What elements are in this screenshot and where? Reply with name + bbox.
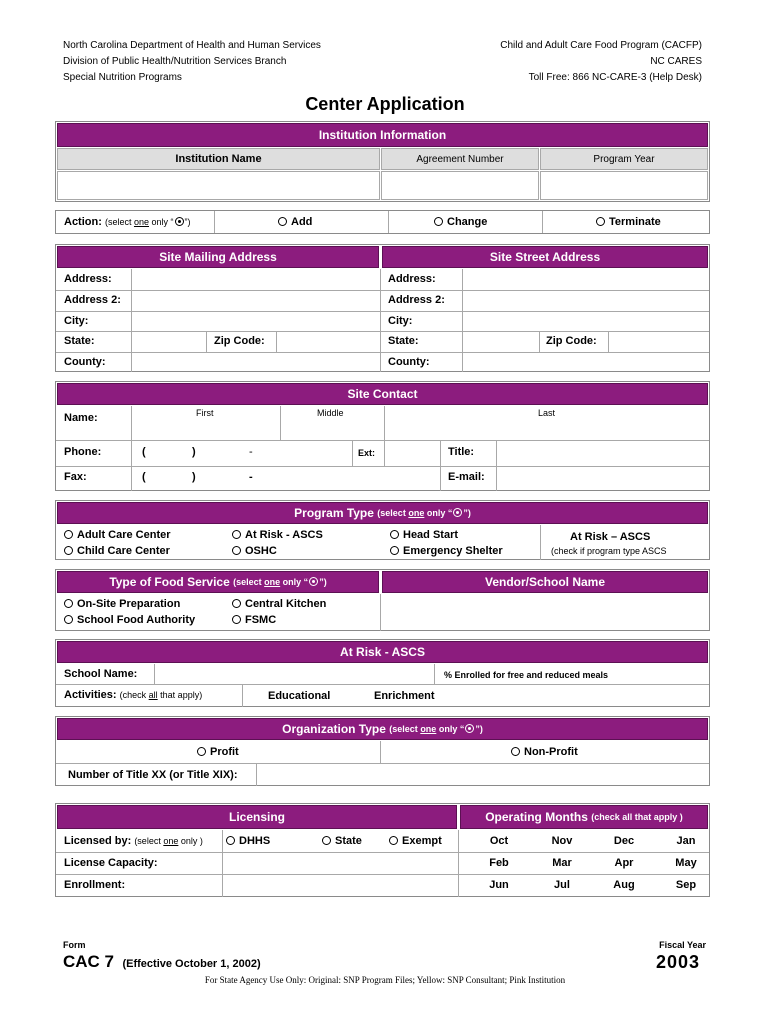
fiscal-year-label: Fiscal Year [659, 940, 706, 950]
street-city-label: City: [388, 315, 413, 327]
at-risk-ascs-title: At Risk – ASCS [570, 531, 651, 543]
first-name-caption: First [196, 408, 214, 418]
school-name-input[interactable] [156, 665, 432, 683]
program-type-section [55, 500, 710, 560]
mailing-state-label: State: [64, 335, 95, 347]
title-xx-label: Number of Title XX (or Title XIX): [68, 769, 238, 781]
site-contact-bar: Site Contact [57, 383, 708, 405]
street-address2-label: Address 2: [388, 294, 445, 306]
month-jun[interactable]: Jun [489, 879, 509, 891]
licensed-by-label-group [64, 835, 203, 847]
fax-label: Fax: [64, 471, 87, 483]
radio-icon[interactable] [434, 217, 443, 226]
header-left-line: Special Nutrition Programs [63, 72, 182, 83]
institution-bar: Institution Information [57, 123, 708, 147]
oshc-option[interactable]: OSHC [232, 545, 277, 557]
percent-enrolled-label: % Enrolled for free and reduced meals [444, 670, 609, 680]
form-code: CAC 7 [63, 952, 115, 971]
institution-name-header: Institution Name [57, 148, 380, 170]
vendor-school-name-bar: Vendor/School Name [382, 571, 708, 593]
radio-icon[interactable] [511, 747, 520, 756]
mailing-county-label: County: [64, 356, 106, 368]
header-left-line: Division of Public Health/Nutrition Services Branch [63, 56, 287, 67]
middle-name-caption: Middle [317, 408, 344, 418]
month-aug[interactable]: Aug [613, 879, 635, 891]
program-year-header: Program Year [540, 148, 708, 170]
institution-name-input[interactable] [57, 171, 380, 200]
phone-paren-open: ( [142, 446, 146, 458]
exempt-option[interactable]: Exempt [389, 835, 442, 847]
radio-icon[interactable] [232, 599, 241, 608]
dhhs-option[interactable]: DHHS [226, 835, 270, 847]
action-terminate-option[interactable]: Terminate [596, 216, 661, 228]
month-dec[interactable]: Dec [613, 835, 635, 847]
radio-icon[interactable] [232, 615, 241, 624]
at-risk-ascs-note: (check if program type ASCS [551, 546, 667, 556]
header-left [63, 38, 321, 86]
last-name-caption: Last [538, 408, 556, 418]
state-option[interactable]: State [322, 835, 362, 847]
at-risk-ascs-option[interactable]: At Risk - ASCS [232, 529, 323, 541]
institution-section [55, 121, 710, 202]
radio-icon[interactable] [389, 836, 398, 845]
fax-paren-open: ( [142, 471, 146, 483]
site-street-address-bar: Site Street Address [382, 246, 708, 268]
agreement-number-header: Agreement Number [381, 148, 539, 170]
food-service-bar: Type of Food Service (select one only “ ”) [57, 571, 379, 593]
program-year-input[interactable] [540, 171, 708, 200]
month-nov[interactable]: Nov [551, 835, 573, 847]
activities-label-group [64, 689, 202, 701]
title-label: Title: [448, 446, 475, 458]
header-right-line: Toll Free: 866 NC-CARE-3 (Help Desk) [528, 72, 702, 83]
organization-type-section [55, 716, 710, 786]
program-type-bar: Program Type (select one only “ ”) [57, 502, 708, 524]
phone-dash: - [249, 446, 253, 458]
phone-label: Phone: [64, 446, 102, 458]
fax-paren-close: ) [192, 471, 196, 483]
address-section [55, 244, 710, 372]
non-profit-option[interactable]: Non-Profit [511, 746, 578, 758]
email-label: E-mail: [448, 471, 485, 483]
street-address-label: Address: [388, 273, 436, 285]
activities-label: Activities: [64, 689, 117, 701]
form-label: Form [63, 940, 86, 950]
header-right [500, 38, 702, 86]
school-name-label: School Name: [64, 668, 138, 680]
selected-radio-icon [309, 577, 318, 586]
profit-option[interactable]: Profit [197, 746, 239, 758]
site-mailing-address-bar: Site Mailing Address [57, 246, 379, 268]
radio-icon[interactable] [596, 217, 605, 226]
at-risk-section [55, 639, 710, 707]
activities-hint: (check all that apply) [119, 690, 203, 700]
mailing-address2-label: Address 2: [64, 294, 121, 306]
radio-icon[interactable] [390, 546, 399, 555]
school-food-authority-option[interactable]: School Food Authority [64, 614, 195, 626]
effective-date: (Effective October 1, 2002) [122, 958, 261, 970]
agreement-number-input[interactable] [381, 171, 539, 200]
form-code-group [63, 952, 261, 972]
ext-label: Ext: [358, 448, 376, 458]
on-site-preparation-option[interactable]: On-Site Preparation [64, 598, 180, 610]
licensing-bar: Licensing [57, 805, 457, 829]
mailing-city-label: City: [64, 315, 89, 327]
fax-dash: - [249, 471, 253, 483]
radio-icon[interactable] [64, 599, 73, 608]
emergency-shelter-option[interactable]: Emergency Shelter [390, 545, 503, 557]
selected-radio-icon [175, 217, 184, 226]
street-zip-label: Zip Code: [546, 335, 597, 347]
at-risk-ascs-bar: At Risk - ASCS [57, 641, 708, 663]
license-capacity-label: License Capacity: [64, 857, 158, 869]
licensing-section [55, 803, 710, 897]
action-change-option[interactable]: Change [434, 216, 487, 228]
radio-icon[interactable] [64, 615, 73, 624]
site-contact-section [55, 381, 710, 491]
enrichment-option[interactable]: Enrichment [374, 690, 435, 702]
month-jul[interactable]: Jul [554, 879, 570, 891]
adult-care-center-option[interactable]: Adult Care Center [64, 529, 171, 541]
month-sep[interactable]: Sep [675, 879, 697, 891]
radio-icon[interactable] [232, 546, 241, 555]
enrollment-label: Enrollment: [64, 879, 126, 891]
action-section [55, 210, 710, 234]
educational-option[interactable]: Educational [268, 690, 331, 702]
radio-icon[interactable] [64, 546, 73, 555]
licensed-by-hint: (select one only ) [134, 836, 203, 846]
mailing-address-label: Address: [64, 273, 112, 285]
vendor-school-name-input[interactable] [382, 594, 708, 630]
operating-months-bar: Operating Months (check all that apply ) [460, 805, 708, 829]
phone-paren-close: ) [192, 446, 196, 458]
fiscal-year-value: 2003 [655, 952, 700, 972]
street-state-label: State: [388, 335, 419, 347]
selected-radio-icon [453, 508, 462, 517]
radio-icon[interactable] [278, 217, 287, 226]
header-right-line: Child and Adult Care Food Program (CACFP) [500, 40, 702, 51]
radio-icon[interactable] [390, 530, 399, 539]
action-label: Action: [64, 216, 102, 228]
action-add-option[interactable]: Add [278, 216, 312, 228]
selected-radio-icon [465, 724, 474, 733]
radio-icon[interactable] [322, 836, 331, 845]
organization-type-bar: Organization Type (select one only “ ”) [57, 718, 708, 740]
street-county-label: County: [388, 356, 430, 368]
header-left-line: North Carolina Department of Health and Human Services [63, 40, 321, 51]
month-jan[interactable]: Jan [676, 835, 696, 847]
fsmc-option[interactable]: FSMC [232, 614, 276, 626]
radio-icon[interactable] [226, 836, 235, 845]
central-kitchen-option[interactable]: Central Kitchen [232, 598, 326, 610]
child-care-center-option[interactable]: Child Care Center [64, 545, 170, 557]
contact-name-label: Name: [64, 412, 98, 424]
radio-icon[interactable] [232, 530, 241, 539]
action-label-group [64, 216, 191, 228]
food-service-section [55, 569, 710, 631]
licensed-by-label: Licensed by: [64, 835, 132, 847]
month-may[interactable]: May [675, 857, 697, 869]
radio-icon[interactable] [64, 530, 73, 539]
month-apr[interactable]: Apr [614, 857, 634, 869]
month-feb[interactable]: Feb [489, 857, 509, 869]
radio-icon[interactable] [197, 747, 206, 756]
action-hint: (select one only “ ”) [104, 217, 191, 227]
month-mar[interactable]: Mar [552, 857, 572, 869]
page-title: Center Application [305, 94, 465, 114]
state-agency-note: For State Agency Use Only: Original: SNP Program Files; Yellow: SNP Consultant; Pink Institution [204, 975, 566, 985]
month-oct[interactable]: Oct [489, 835, 509, 847]
header-right-line: NC CARES [650, 56, 702, 67]
head-start-option[interactable]: Head Start [390, 529, 458, 541]
mailing-zip-label: Zip Code: [214, 335, 265, 347]
